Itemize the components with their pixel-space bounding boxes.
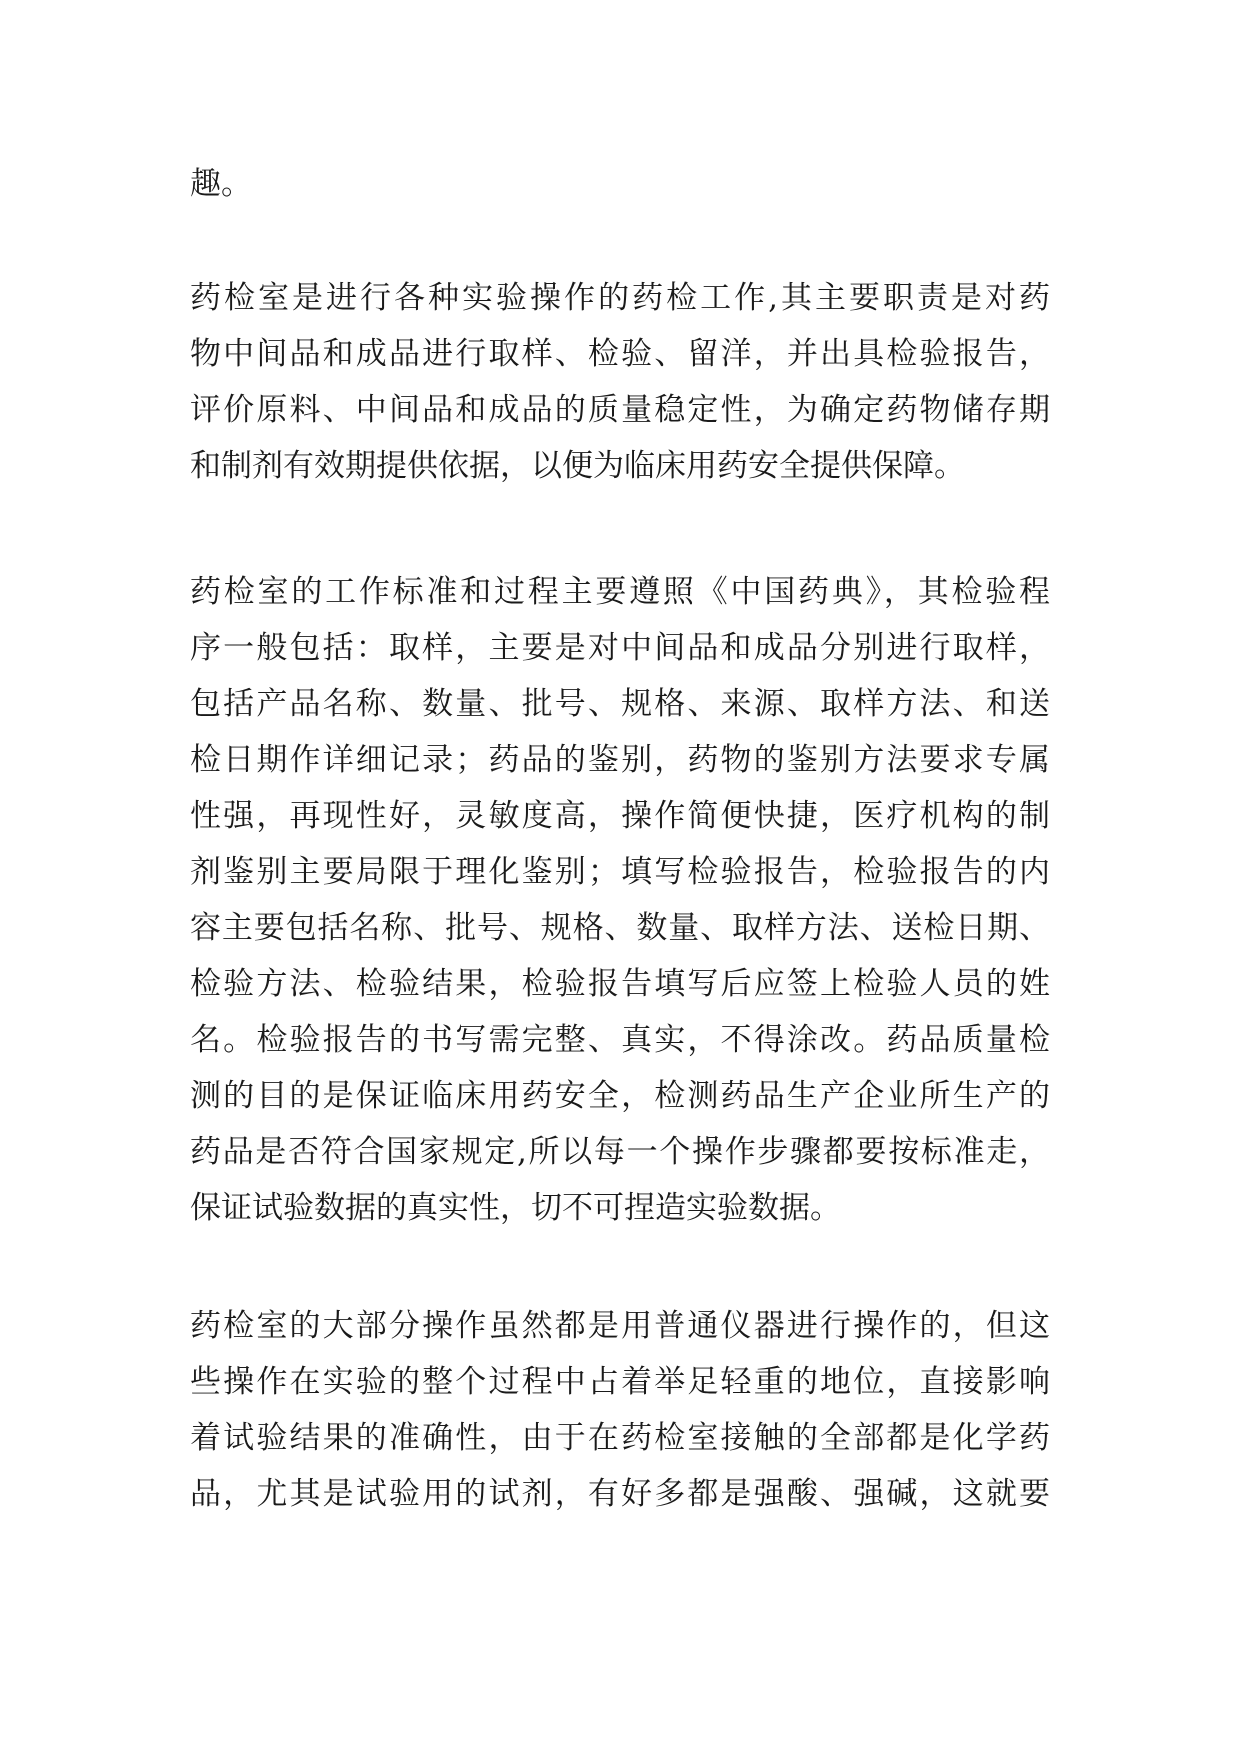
text-line: 药检室是进行各种实验操作的药检工作,其主要职责是对药: [190, 280, 1050, 316]
text-line: 品，尤其是试验用的试剂，有好多都是强酸、强碱，这就要: [190, 1476, 1050, 1512]
text-line: 物中间品和成品进行取样、检验、留洋，并出具检验报告，: [190, 336, 1050, 372]
paragraph-operations: [190, 1298, 1050, 1522]
text-line: 评价原料、中间品和成品的质量稳定性，为确定药物储存期: [190, 392, 1050, 428]
paragraph-lab-duties: [190, 270, 1050, 494]
text-line: 些操作在实验的整个过程中占着举足轻重的地位，直接影响: [190, 1364, 1050, 1400]
text-line: 着试验结果的准确性，由于在药检室接触的全部都是化学药: [190, 1420, 1050, 1456]
text-line: 包括产品名称、数量、批号、规格、来源、取样方法、和送: [190, 686, 1050, 722]
text-line: 序一般包括：取样，主要是对中间品和成品分别进行取样，: [190, 630, 1050, 666]
paragraph-inspection-procedure: [190, 564, 1050, 1236]
text-line: 保证试验数据的真实性，切不可捏造实验数据。: [190, 1190, 841, 1226]
paragraph-continuation: [190, 156, 1050, 212]
text-line: 检验方法、检验结果，检验报告填写后应签上检验人员的姓: [190, 966, 1050, 1002]
text-line: 趣。: [190, 166, 252, 202]
text-line: 剂鉴别主要局限于理化鉴别；填写检验报告，检验报告的内: [190, 854, 1050, 890]
text-line: 检日期作详细记录；药品的鉴别，药物的鉴别方法要求专属: [190, 742, 1050, 778]
text-line: 名。检验报告的书写需完整、真实，不得涂改。药品质量检: [190, 1022, 1050, 1058]
text-line: 容主要包括名称、批号、规格、数量、取样方法、送检日期、: [190, 910, 1050, 946]
text-line: 药品是否符合国家规定,所以每一个操作步骤都要按标准走，: [190, 1134, 1050, 1170]
text-line: 药检室的大部分操作虽然都是用普通仪器进行操作的，但这: [190, 1308, 1050, 1344]
text-line: 药检室的工作标准和过程主要遵照《中国药典》，其检验程: [190, 574, 1050, 610]
text-line: 和制剂有效期提供依据，以便为临床用药安全提供保障。: [190, 448, 965, 484]
text-line: 性强，再现性好，灵敏度高，操作简便快捷，医疗机构的制: [190, 798, 1050, 834]
text-line: 测的目的是保证临床用药安全，检测药品生产企业所生产的: [190, 1078, 1050, 1114]
